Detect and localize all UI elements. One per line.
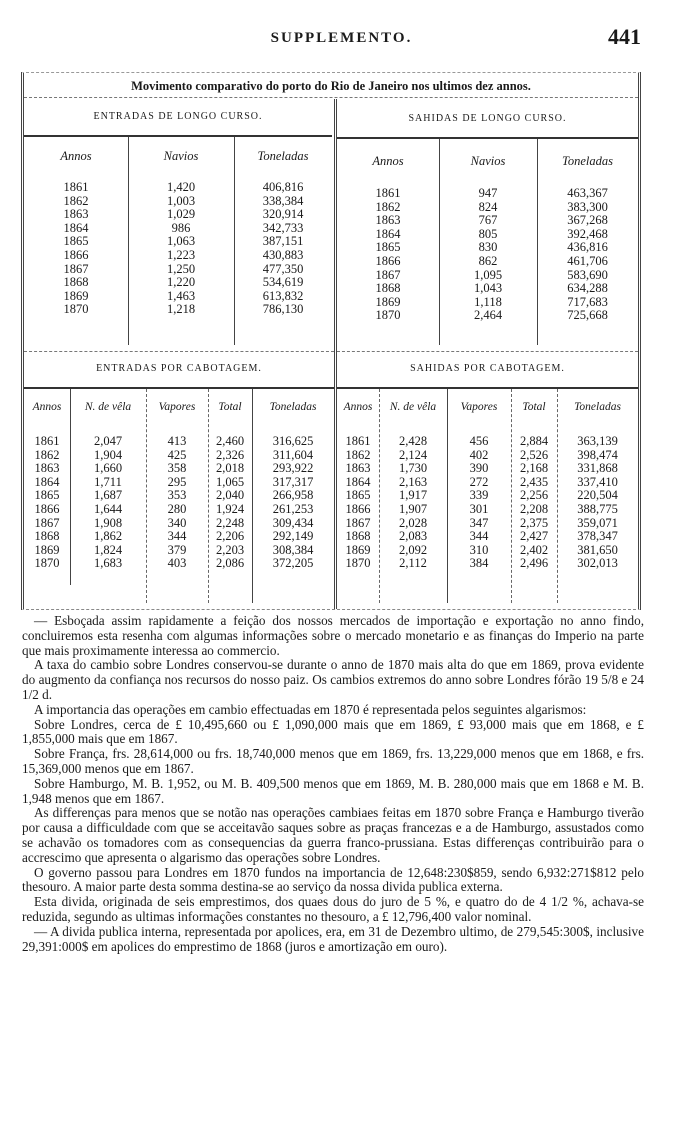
table-cell: 403 xyxy=(167,556,187,571)
table-cell: 2,326 xyxy=(215,447,245,462)
table-cell: 316,625 xyxy=(272,434,314,448)
column-header: Annos xyxy=(60,149,92,163)
section-heading: ENTRADAS DE LONGO CURSO. xyxy=(93,111,263,122)
paragraph: — A divida publica interna, representada por apolices, era, em 31 de Dezembro ultimo, de 279,545:300$, inclusive 29,391:000$ em apolices do emprestimo de 1868 (juros e amortização em ouro). xyxy=(22,923,644,954)
column-header: Toneladas xyxy=(562,154,613,168)
table-cell: 1862 xyxy=(34,447,60,462)
years-column xyxy=(337,187,439,323)
table-cell: 1861 xyxy=(375,186,401,200)
table-cell: 1869 xyxy=(375,294,401,309)
vela-column xyxy=(379,435,447,571)
table-title: Movimento comparativo do porto do Rio de Janeiro nos ultimos dez annos. xyxy=(24,79,638,98)
table-cell: 1,118 xyxy=(474,294,502,309)
table-cell: 1,687 xyxy=(93,488,123,503)
table-cell: 1861 xyxy=(34,434,60,448)
column-header: Annos xyxy=(343,401,373,413)
table-cell: 292,149 xyxy=(272,529,314,544)
table-cell: 1865 xyxy=(345,488,371,503)
table-cell: 340 xyxy=(167,515,187,530)
navios-column xyxy=(439,187,537,323)
table-cell: 1861 xyxy=(345,434,371,448)
table-cell: 425 xyxy=(167,447,187,462)
table-cell: 342,733 xyxy=(262,220,304,235)
paragraph: Sobre Hamburgo, M. B. 1,952, ou M. B. 409,500 menos que em 1869, M. B. 280,000 mais que em 1868 e M. B. 1,948 menos que em 1867. xyxy=(22,775,644,806)
table-cell: 367,268 xyxy=(567,213,608,228)
entradas-cabotagem xyxy=(24,349,334,607)
table-cell: 2,047 xyxy=(93,434,123,448)
sahidas-cabotagem xyxy=(337,349,638,607)
table-cell: 1,904 xyxy=(93,447,123,462)
table-cell: 2,884 xyxy=(519,434,549,448)
table-cell: 1,463 xyxy=(166,288,196,303)
table-cell: 1868 xyxy=(63,275,89,290)
table-cell: 1863 xyxy=(345,461,371,476)
table-cell: 1868 xyxy=(34,529,60,544)
page-header xyxy=(0,24,683,54)
table-cell: 2,526 xyxy=(519,447,549,462)
navios-column xyxy=(128,181,234,317)
table-cell: 461,706 xyxy=(567,253,608,268)
table-cell: 1,043 xyxy=(473,281,503,296)
vapores-column xyxy=(447,435,511,571)
divider xyxy=(24,351,334,352)
table-cell: 2,435 xyxy=(519,474,549,489)
years-column xyxy=(24,435,70,571)
table-cell: 477,350 xyxy=(262,261,304,276)
total-column xyxy=(208,435,252,571)
table-cell: 2,402 xyxy=(519,542,549,557)
table-cell: 1,711 xyxy=(94,474,122,489)
column-header: Toneladas xyxy=(574,401,621,413)
paragraph: — Esboçada assim rapidamente a feição dos nossos mercados de importação e exportação no anno findo, concluiremos esta resenha com algumas informações sobre o mercado monetario e as finanças do Imperio na parte que mais proximamente interessa ao commercio. xyxy=(22,613,644,658)
table-cell: 824 xyxy=(478,199,498,214)
table-cell: 390 xyxy=(469,461,489,476)
table-cell: 2,248 xyxy=(215,515,245,530)
table-cell: 1,644 xyxy=(93,501,123,516)
table-cell: 1,862 xyxy=(93,529,123,544)
table-cell: 1,660 xyxy=(93,461,123,476)
table-cell: 1868 xyxy=(375,281,401,296)
table-cell: 2,018 xyxy=(215,461,245,476)
table-cell: 387,151 xyxy=(262,234,304,249)
table-cell: 1,420 xyxy=(166,180,196,194)
years-column xyxy=(24,181,128,317)
body-text xyxy=(22,614,644,954)
table-cell: 1,095 xyxy=(473,267,503,282)
table-cell: 309,434 xyxy=(272,515,314,530)
table-cell: 2,464 xyxy=(473,308,503,323)
paragraph: Esta divida, originada de seis emprestimos, dos quaes dous do juro de 5 %, e quatro do de 4 1/2 %, achava-se reduzida, segundo as ultimas informações constantes no thesouro, a £ 12,796,400 valor nominal. xyxy=(22,894,644,924)
table-cell: 1865 xyxy=(375,240,401,255)
table-cell: 1,250 xyxy=(166,261,196,276)
table-cell: 311,604 xyxy=(272,447,314,462)
table-cell: 2,206 xyxy=(215,529,245,544)
total-column xyxy=(511,435,557,571)
table-cell: 786,130 xyxy=(262,302,304,317)
table-cell: 295 xyxy=(167,474,187,489)
table-cell: 359,071 xyxy=(577,515,618,530)
table-cell: 1866 xyxy=(63,247,89,262)
table-cell: 272 xyxy=(469,474,489,489)
column-header: Total xyxy=(218,401,242,413)
table-cell: 805 xyxy=(478,226,498,241)
table-cell: 1864 xyxy=(345,474,371,489)
paragraph: As differenças para menos que se notão nas operações cambiaes feitas em 1870 sobre França e Hamburgo tiverão por causa a difficuldade com que se acceitavão saques sobre as praças francezas e a de Hamburgo, assustados como se achavão os tomadores com as consequencias da guerra franco-prussiana. Estas differenças contribuirão para o accrescimo que apresenta o algarismo das operações sobre Londres. xyxy=(22,805,644,865)
table-cell: 302,013 xyxy=(577,556,618,571)
table-cell: 358 xyxy=(167,461,187,476)
vela-column xyxy=(70,435,146,571)
table-cell: 413 xyxy=(167,434,187,448)
table-cell: 1867 xyxy=(34,515,60,530)
table-cell: 613,832 xyxy=(262,288,304,303)
divider xyxy=(337,137,638,139)
table-cell: 2,092 xyxy=(398,542,428,557)
paragraph: Sobre Londres, cerca de £ 10,495,660 ou £ 1,090,000 mais que em 1869, £ 93,000 mais que em 1868, e £ 1,855,000 mais que em 1867. xyxy=(22,716,644,747)
table-cell: 430,883 xyxy=(262,247,304,262)
table-cell: 986 xyxy=(171,220,191,235)
column-header: N. de vêla xyxy=(389,401,437,413)
table-cell: 2,163 xyxy=(398,474,428,489)
divider xyxy=(337,387,638,389)
table-cell: 379 xyxy=(167,542,187,557)
table-cell: 1870 xyxy=(34,556,60,571)
table-cell: 947 xyxy=(478,186,498,200)
table-cell: 862 xyxy=(478,253,498,268)
table-cell: 378,347 xyxy=(577,529,618,544)
table-cell: 1865 xyxy=(34,488,60,503)
table-cell: 1870 xyxy=(345,556,371,571)
table-cell: 1869 xyxy=(63,288,89,303)
table-cell: 2,203 xyxy=(215,542,245,557)
port-movement-table xyxy=(21,72,641,610)
table-cell: 1866 xyxy=(345,501,371,516)
table-cell: 320,914 xyxy=(262,207,304,222)
table-cell: 1,924 xyxy=(215,501,245,516)
table-cell: 2,428 xyxy=(398,434,428,448)
table-cell: 1864 xyxy=(34,474,60,489)
column-header: Annos xyxy=(32,401,62,413)
table-cell: 1,029 xyxy=(166,207,196,222)
table-cell: 406,816 xyxy=(262,180,304,194)
table-cell: 583,690 xyxy=(567,267,608,282)
table-cell: 1,683 xyxy=(93,556,123,571)
table-cell: 1867 xyxy=(63,261,89,276)
table-cell: 347 xyxy=(469,515,489,530)
paragraph: A taxa do cambio sobre Londres conservou-se durante o anno de 1870 mais alta do que em 1869, prova evidente do augmento da confiança nos recursos do nosso paiz. Os cambios extremos do anno sobre Londres fórão 19 5/8 e 24 1/2 d. xyxy=(22,657,644,702)
column-header: Total xyxy=(522,401,546,413)
table-cell: 830 xyxy=(478,240,498,255)
table-cell: 2,124 xyxy=(398,447,428,462)
table-cell: 534,619 xyxy=(262,275,304,290)
section-heading: SAHIDAS POR CABOTAGEM. xyxy=(410,363,565,374)
table-cell: 2,256 xyxy=(519,488,549,503)
table-cell: 338,384 xyxy=(262,193,304,208)
sahidas-longo-curso xyxy=(337,99,638,351)
table-cell: 1,223 xyxy=(166,247,196,262)
table-cell: 1,220 xyxy=(166,275,196,290)
table-cell: 1,907 xyxy=(398,501,428,516)
table-cell: 1862 xyxy=(63,193,89,208)
table-cell: 1,824 xyxy=(93,542,123,557)
table-cell: 293,922 xyxy=(272,461,314,476)
table-cell: 634,288 xyxy=(567,281,608,296)
toneladas-column xyxy=(252,435,334,571)
column-header: Navios xyxy=(163,149,199,163)
table-cell: 266,958 xyxy=(272,488,314,503)
table-cell: 1869 xyxy=(34,542,60,557)
table-cell: 2,086 xyxy=(215,556,245,571)
table-cell: 1863 xyxy=(375,213,401,228)
table-cell: 1862 xyxy=(375,199,401,214)
table-cell: 1,003 xyxy=(166,193,196,208)
table-cell: 1865 xyxy=(63,234,89,249)
table-cell: 1,063 xyxy=(166,234,196,249)
table-cell: 1863 xyxy=(34,461,60,476)
table-cell: 1870 xyxy=(375,308,401,323)
table-cell: 2,083 xyxy=(398,529,428,544)
table-cell: 463,367 xyxy=(567,186,608,200)
table-cell: 339 xyxy=(469,488,489,503)
table-cell: 1,908 xyxy=(93,515,123,530)
table-cell: 261,253 xyxy=(272,501,314,516)
paragraph: A importancia das operações em cambio effectuadas em 1870 é representada pelos seguintes algarismos: xyxy=(34,701,587,717)
years-column xyxy=(337,435,379,571)
column-header: Vapores xyxy=(460,401,498,413)
table-cell: 2,496 xyxy=(519,556,549,571)
table-cell: 220,504 xyxy=(577,488,618,503)
table-cell: 1,218 xyxy=(166,302,196,317)
table-cell: 388,775 xyxy=(577,501,618,516)
table-cell: 1863 xyxy=(63,207,89,222)
table-cell: 337,410 xyxy=(577,474,618,489)
table-cell: 1869 xyxy=(345,542,371,557)
paragraph: Sobre França, frs. 28,614,000 ou frs. 18,740,000 menos que em 1869, frs. 13,229,000 menos que em 1868, e frs. 15,369,000 menos que em 1867. xyxy=(22,746,644,776)
divider xyxy=(24,135,332,137)
table-cell: 317,317 xyxy=(272,474,314,489)
column-header: Navios xyxy=(470,154,506,168)
table-cell: 392,468 xyxy=(567,226,608,241)
table-cell: 1866 xyxy=(34,501,60,516)
table-cell: 436,816 xyxy=(567,240,608,255)
table-cell: 344 xyxy=(469,529,489,544)
table-cell: 310 xyxy=(469,542,489,557)
table-cell: 1864 xyxy=(375,226,401,241)
table-cell: 353 xyxy=(167,488,187,503)
table-cell: 381,650 xyxy=(577,542,618,557)
table-cell: 363,139 xyxy=(577,434,618,448)
table-cell: 1870 xyxy=(63,302,89,317)
table-cell: 1,917 xyxy=(398,488,428,503)
table-cell: 2,460 xyxy=(215,434,245,448)
toneladas-column xyxy=(537,187,638,323)
toneladas-column xyxy=(557,435,638,571)
table-cell: 344 xyxy=(167,529,187,544)
table-cell: 1,730 xyxy=(398,461,428,476)
table-cell: 308,384 xyxy=(272,542,314,557)
table-cell: 1862 xyxy=(345,447,371,462)
divider xyxy=(337,351,638,352)
table-cell: 1868 xyxy=(345,529,371,544)
table-cell: 2,375 xyxy=(519,515,549,530)
table-cell: 2,208 xyxy=(519,501,549,516)
column-header: N. de vêla xyxy=(84,401,132,413)
table-cell: 1867 xyxy=(345,515,371,530)
entradas-longo-curso xyxy=(24,99,332,351)
table-cell: 1861 xyxy=(63,180,89,194)
table-cell: 372,205 xyxy=(272,556,314,571)
column-header: Toneladas xyxy=(269,401,317,413)
table-cell: 2,427 xyxy=(519,529,549,544)
table-cell: 2,168 xyxy=(519,461,549,476)
table-cell: 2,040 xyxy=(215,488,245,503)
table-cell: 1866 xyxy=(375,253,401,268)
table-cell: 717,683 xyxy=(567,294,608,309)
table-cell: 398,474 xyxy=(577,447,618,462)
running-title: SUPPLEMENTO. xyxy=(270,30,413,46)
column-header: Annos xyxy=(372,154,404,168)
section-heading: SAHIDAS DE LONGO CURSO. xyxy=(408,113,567,124)
vapores-column xyxy=(146,435,208,571)
table-cell: 383,300 xyxy=(567,199,608,214)
table-cell: 1864 xyxy=(63,220,89,235)
table-cell: 1,065 xyxy=(215,474,245,489)
table-cell: 456 xyxy=(469,434,489,448)
toneladas-column xyxy=(234,181,332,317)
table-cell: 384 xyxy=(469,556,489,571)
table-cell: 2,028 xyxy=(398,515,428,530)
page-number: 441 xyxy=(608,24,641,49)
table-cell: 331,868 xyxy=(577,461,618,476)
table-cell: 301 xyxy=(469,501,489,516)
table-cell: 280 xyxy=(167,501,187,516)
table-cell: 2,112 xyxy=(399,556,427,571)
table-cell: 402 xyxy=(469,447,489,462)
table-cell: 725,668 xyxy=(567,308,608,323)
table-cell: 767 xyxy=(478,213,498,228)
paragraph: O governo passou para Londres em 1870 fundos na importancia de 12,648:230$859, sendo 6,932:271$812 pelo thesouro. A maior parte desta somma destina-se ao serviço da nossa divida publica externa. xyxy=(22,864,644,895)
section-heading: ENTRADAS POR CABOTAGEM. xyxy=(96,363,262,374)
column-header: Toneladas xyxy=(257,149,309,163)
column-header: Vapores xyxy=(158,401,196,413)
table-cell: 1867 xyxy=(375,267,401,282)
